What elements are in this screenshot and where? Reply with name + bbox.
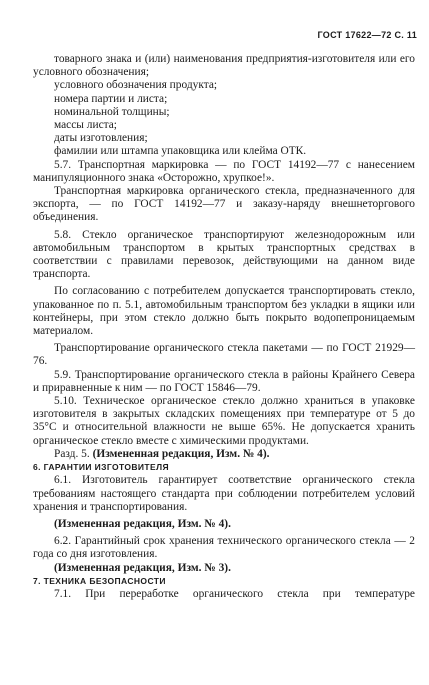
amendment-note: (Измененная редакция, Изм. № 4). bbox=[92, 447, 270, 460]
amendment-prefix: Разд. 5. bbox=[54, 447, 93, 460]
paragraph-5-8: 5.8. Стекло органическое транспортируют железнодорожным или автомобильным транспортом в крытых транспортных средствах в соответствии с правилами перевозок, действующими на данном виде транспорта. bbox=[33, 228, 415, 281]
paragraph-6-1: 6.1. Изготовитель гарантирует соответствие органического стекла требованиям настоящего стандарта при соблюдении потребителем условий хранения и транспортирования. bbox=[33, 474, 415, 513]
list-line-manufacture-date: даты изготовления; bbox=[54, 132, 148, 145]
section-5-amendment bbox=[33, 448, 415, 461]
list-line-sheet-mass: массы листа; bbox=[54, 119, 117, 132]
list-line-nominal-thickness: номинальной толщины; bbox=[54, 105, 170, 118]
amendment-6-2: (Измененная редакция, Изм. № 3). bbox=[54, 561, 231, 574]
paragraph-5-8-packages: Транспортирование органического стекла пакетами — по ГОСТ 21929—76. bbox=[33, 342, 415, 368]
body-text bbox=[33, 53, 415, 601]
page-header: ГОСТ 17622—72 С. 11 bbox=[317, 30, 417, 40]
paragraph-7-1: 7.1. При переработке органического стекла при температуре bbox=[54, 587, 415, 600]
list-line-batch-number: номера партии и листа; bbox=[54, 92, 168, 105]
list-line-product-designation: условного обозначения продукта; bbox=[54, 79, 218, 92]
section-title-7: 7. ТЕХНИКА БЕЗОПАСНОСТИ bbox=[33, 575, 166, 586]
paragraph-5-7-export: Транспортная маркировка органического стекла, предназначенного для экспорта, — по ГОСТ 14192—77 и заказу-наряду внешнеторгового объединения. bbox=[33, 185, 415, 224]
section-title-6: 6. ГАРАНТИИ ИЗГОТОВИТЕЛЯ bbox=[33, 462, 169, 473]
paragraph-5-9: 5.9. Транспортирование органического стекла в районы Крайнего Севера и приравненные к ним — по ГОСТ 15846—79. bbox=[33, 368, 415, 394]
list-line-packer-stamp: фамилии или штампа упаковщика или клейма ОТК. bbox=[54, 145, 307, 158]
paragraph-trademark: товарного знака и (или) наименования предприятия-изготовителя или его условного обозначения; bbox=[33, 53, 415, 79]
paragraph-5-7: 5.7. Транспортная маркировка — по ГОСТ 14192—77 с нанесением манипуляционного знака «Осторожно, хрупкое!». bbox=[33, 158, 415, 184]
paragraph-5-8-agreement: По согласованию с потребителем допускается транспортировать стекло, упакованное по п. 5.1, автомобильным транспортом без укладки в ящики или контейнеры, при этом стекло должно быть покрыто водопепроницаемым материалом. bbox=[33, 285, 415, 338]
paragraph-6-2: 6.2. Гарантийный срок хранения технического органического стекла — 2 года со дня изготовления. bbox=[33, 535, 415, 561]
amendment-6-1: (Измененная редакция, Изм. № 4). bbox=[54, 517, 231, 530]
paragraph-5-10: 5.10. Техническое органическое стекло должно храниться в упаковке изготовителя в закрытых складских помещениях при температуре от 5 до 35°С и относительной влажности не выше 65%. Не допускается хранить органическое стекло вместе с химическими продуктами. bbox=[33, 395, 415, 447]
